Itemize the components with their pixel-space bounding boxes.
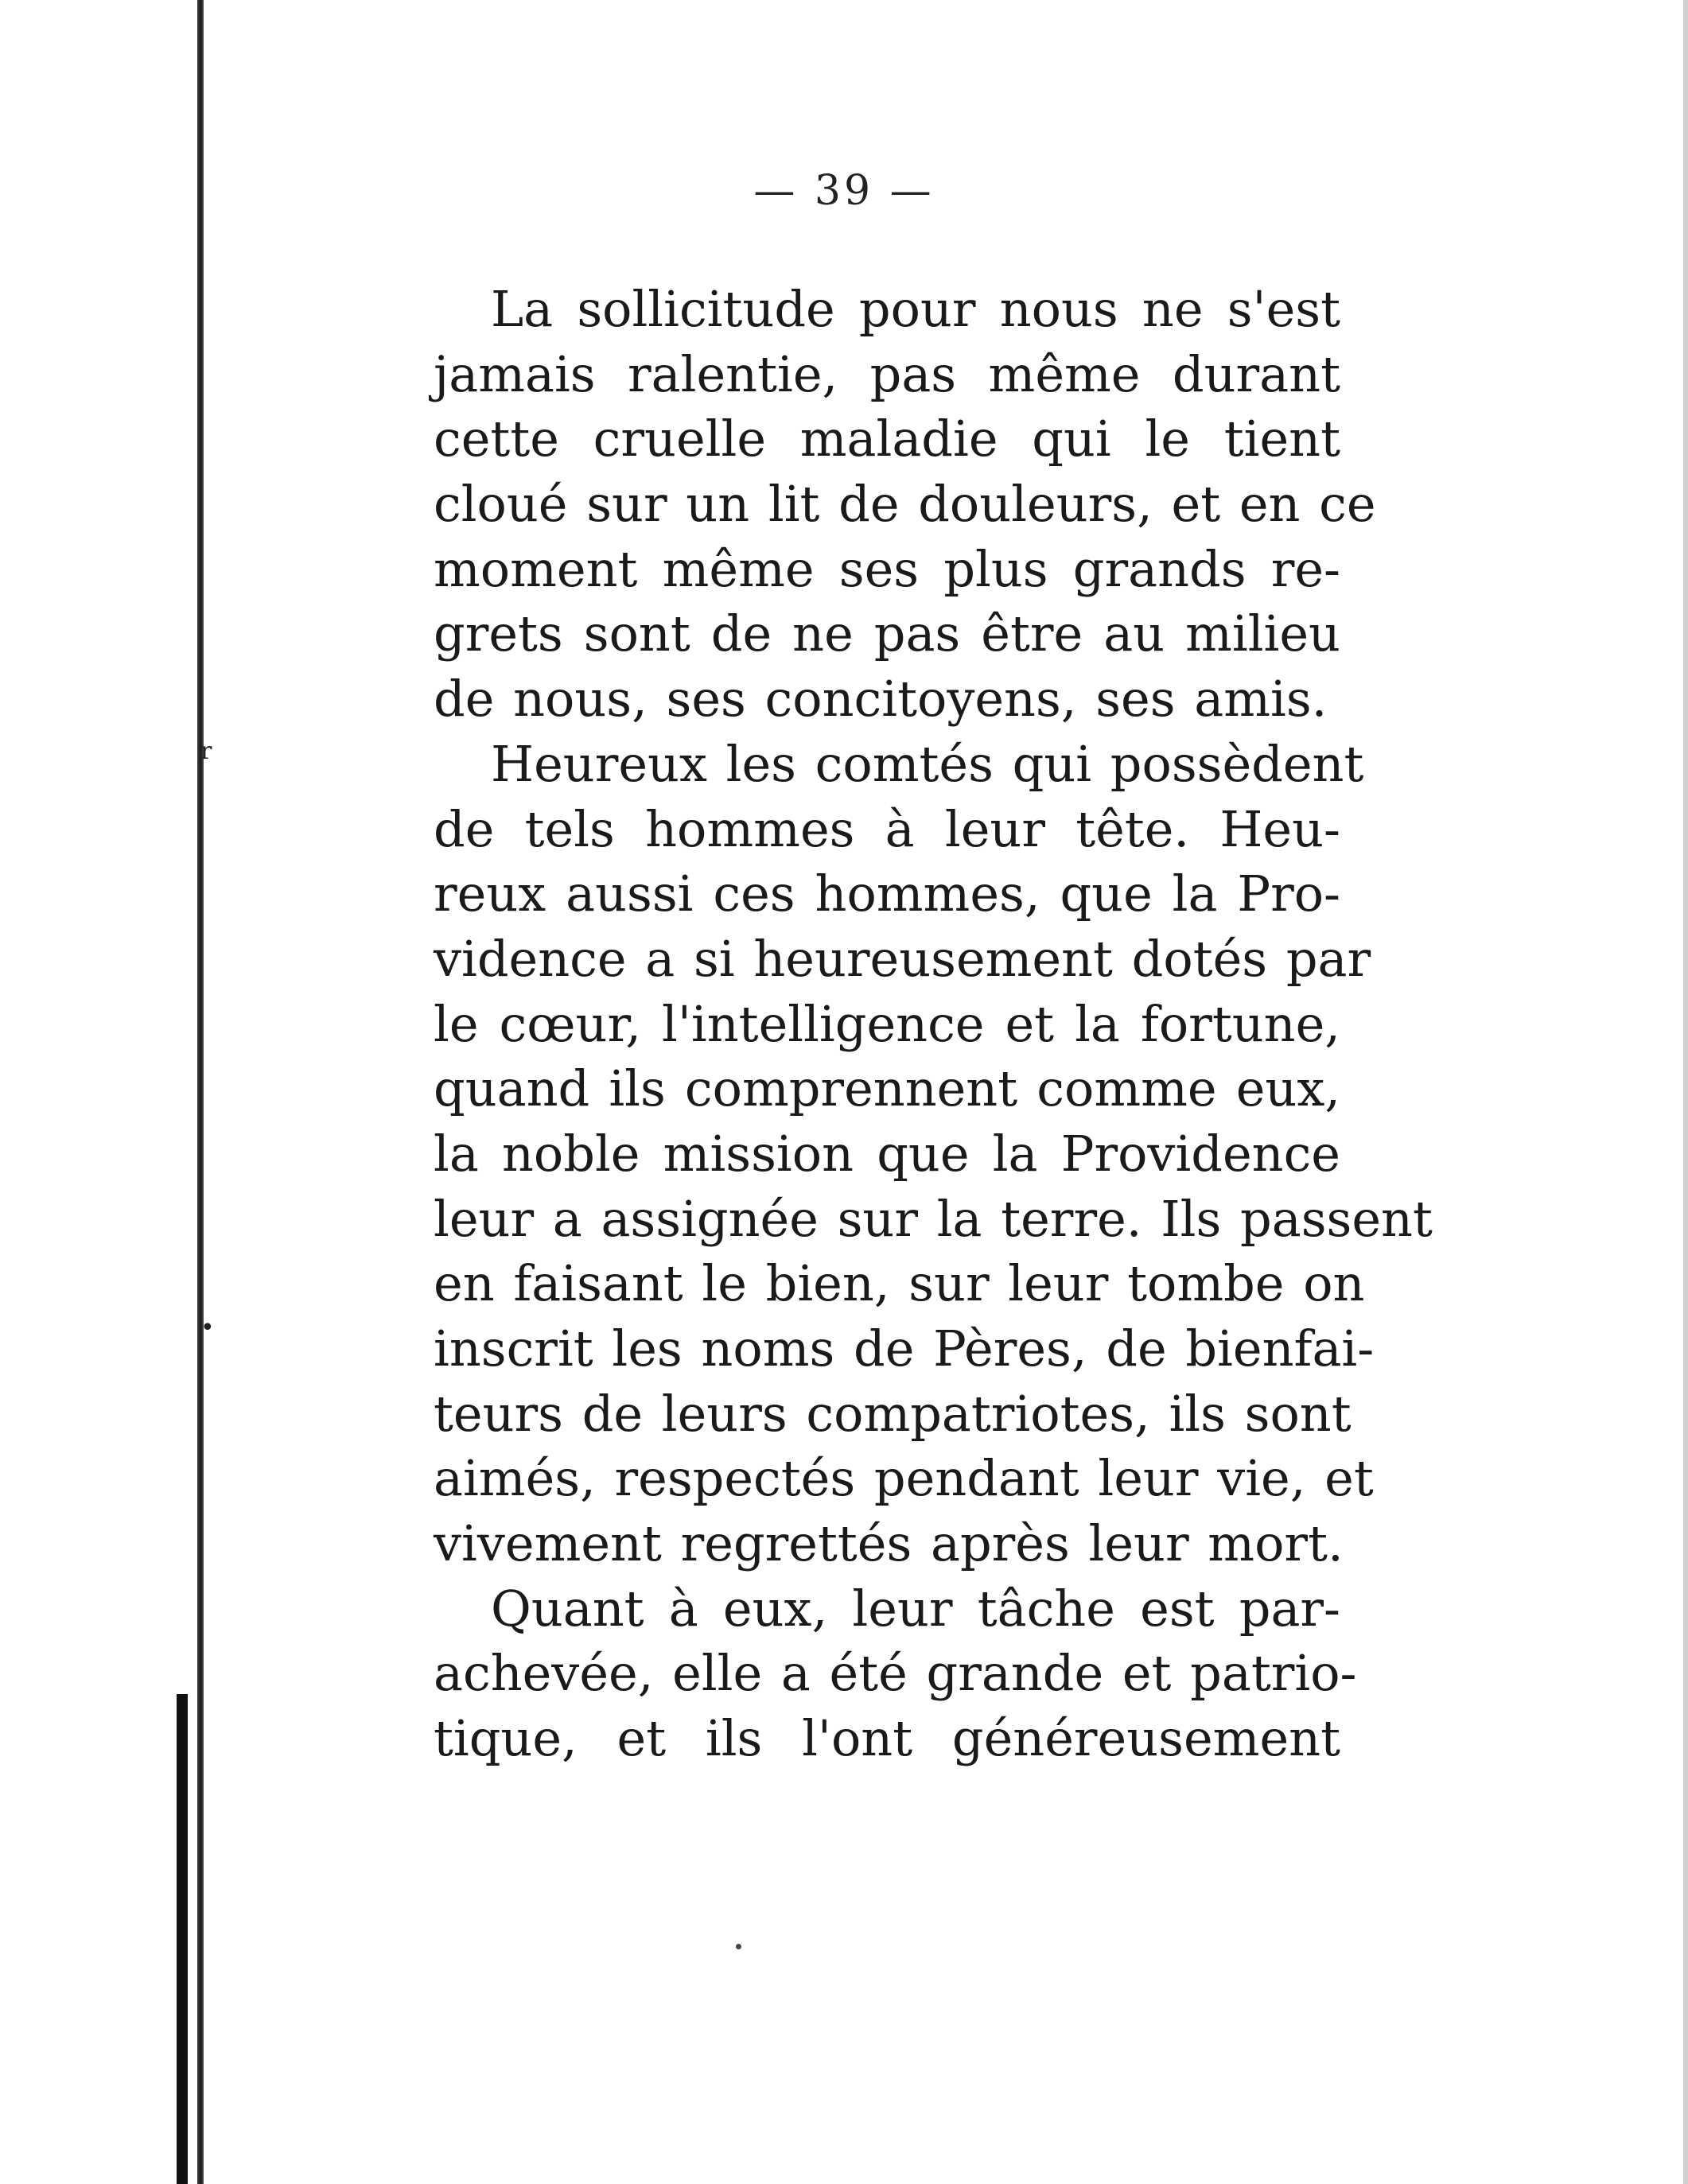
text-line: cette cruelle maladie qui le tient (434, 410, 1340, 468)
text-line: jamais ralentie, pas même durant (434, 344, 1340, 403)
text-line: aimés, respectés pendant leur vie, et (434, 1449, 1374, 1508)
text-line: en faisant le bien, sur leur tombe on (434, 1254, 1365, 1313)
scan-binding-edge (197, 0, 204, 2184)
text-line: leur a assignée sur la terre. Ils passent (434, 1189, 1433, 1248)
text-line: de nous, ses concitoyens, ses amis. (434, 670, 1328, 729)
text-line: moment même ses plus grands re- (434, 539, 1340, 598)
text-line: cloué sur un lit de douleurs, et en ce (434, 475, 1376, 534)
text-line: inscrit les noms de Pères, de bienfai- (434, 1319, 1375, 1378)
stray-ink-dot (736, 1944, 741, 1949)
text-line: vivement regrettés après leur mort. (434, 1514, 1344, 1573)
text-line: reux aussi ces hommes, que la Pro- (434, 865, 1340, 923)
text-line: la noble mission que la Providence (434, 1124, 1340, 1183)
scan-binding-edge-lower (177, 1694, 188, 2184)
text-line: vidence a si heureusement dotés par (434, 929, 1371, 988)
text-line: quand ils comprennent comme eux, (434, 1059, 1340, 1118)
text-line: tique, et ils l'ont généreusement (434, 1709, 1340, 1768)
body-text (434, 277, 1433, 1771)
scan-right-edge (1683, 0, 1688, 2184)
text-line: teurs de leurs compatriotes, ils sont (434, 1384, 1352, 1443)
text-line: achevée, elle a été grande et patrio- (434, 1644, 1357, 1703)
text-line: Quant à eux, leur tâche est par- (491, 1579, 1340, 1638)
edge-mark-lower: • (200, 1314, 215, 1342)
text-line: le cœur, l'intelligence et la fortune, (434, 994, 1340, 1053)
text-line: La sollicitude pour nous ne s'est (491, 280, 1340, 338)
page-number: — 39 — (753, 167, 935, 215)
edge-mark-upper: r (200, 737, 212, 765)
text-line: grets sont de ne pas être au milieu (434, 604, 1340, 663)
text-line: Heureux les comtés qui possèdent (491, 734, 1364, 793)
text-line: de tels hommes à leur tête. Heu- (434, 799, 1340, 858)
